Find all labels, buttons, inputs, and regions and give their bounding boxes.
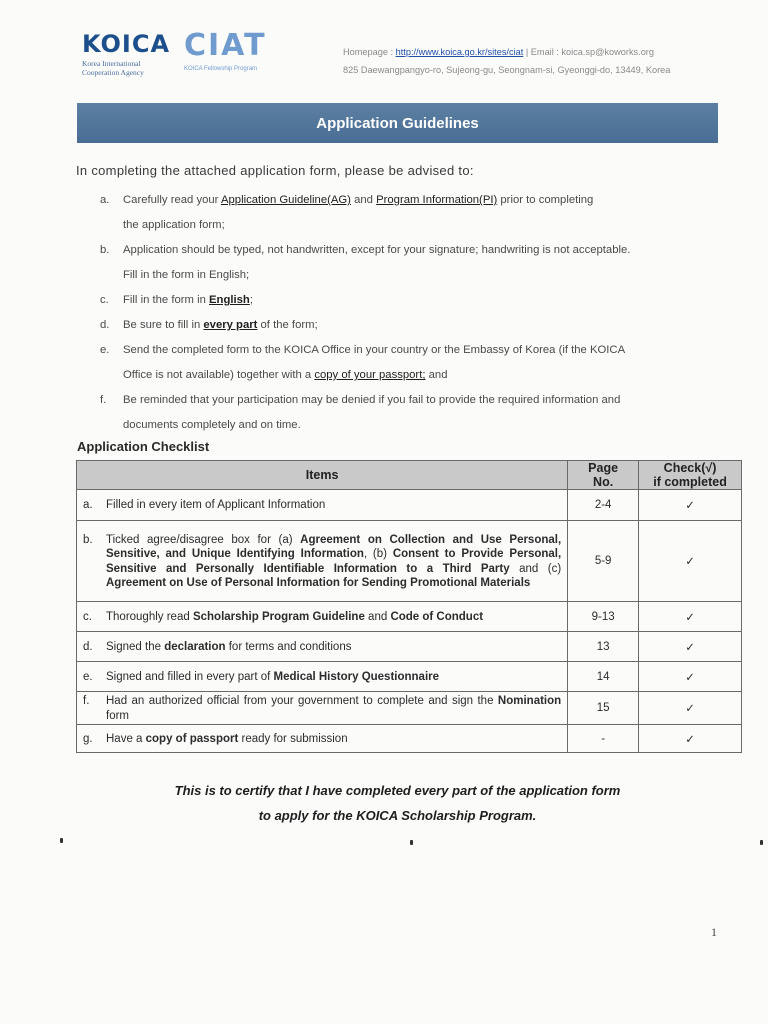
item-cell — [77, 632, 568, 662]
item-cell — [77, 692, 568, 725]
guideline-text — [123, 388, 725, 438]
item-text — [106, 694, 561, 723]
text-segment: ; — [249, 294, 253, 306]
item-letter: a. — [83, 499, 93, 512]
header-text: Check(√) — [663, 461, 717, 475]
item-text — [106, 533, 561, 591]
page-cell: 13 — [568, 632, 639, 662]
item-letter: e. — [100, 344, 110, 356]
guideline-text — [123, 338, 725, 388]
emphasis-text: copy of your passport; — [314, 369, 426, 381]
item-letter: f. — [83, 695, 90, 707]
item-letter: d. — [100, 319, 110, 331]
item-cell — [77, 662, 568, 692]
guideline-item — [100, 288, 725, 313]
check-cell[interactable]: ✓ — [639, 692, 742, 725]
text-segment: and (c) — [509, 562, 562, 575]
text-segment: Had an authorized official from your government to complete and sign the — [106, 695, 498, 707]
guideline-text — [123, 288, 725, 313]
checklist-table — [76, 460, 742, 753]
item-text — [106, 732, 561, 747]
application-guideline-link[interactable]: Application Guideline(AG) — [220, 194, 351, 206]
item-cell — [77, 602, 568, 632]
intro-text: In completing the attached application form, please be advised to: — [76, 163, 474, 178]
text-segment: Be sure to fill in — [123, 319, 204, 331]
page-cell: 9-13 — [568, 602, 639, 632]
scan-speck — [410, 840, 413, 845]
check-cell[interactable]: ✓ — [639, 490, 742, 521]
program-information-link[interactable]: Program Information(PI) — [376, 194, 498, 206]
text-segment: prior to completing — [497, 194, 594, 206]
item-cell — [77, 521, 568, 602]
bold-text: Consent to Provide Personal, Sensitive and Personally Identifiable Information to a Third Party — [106, 548, 562, 575]
page-cell: 2-4 — [568, 490, 639, 521]
page-cell: 14 — [568, 662, 639, 692]
bold-text: Medical History Questionnaire — [273, 670, 440, 683]
item-text — [106, 610, 561, 625]
text-segment: the application form; — [123, 219, 225, 231]
email-info: | Email : koica.sp@koworks.org — [525, 47, 654, 57]
header-text: Page — [588, 461, 619, 475]
column-header-items: Items — [77, 461, 568, 490]
ciat-logo-subtitle: KOICA Fellowship Program — [184, 66, 258, 72]
check-cell[interactable]: ✓ — [639, 602, 742, 632]
text-segment: documents completely and on time. — [123, 419, 301, 431]
certify-statement-line2: to apply for the KOICA Scholarship Program. — [258, 808, 537, 823]
emphasis-text: every part — [203, 319, 258, 331]
table-row — [77, 692, 742, 725]
text-segment: Signed the — [106, 640, 165, 653]
item-letter: c. — [100, 294, 109, 306]
bold-text: Agreement on Collection and Use Personal, Sensitive, and Unique Identifying Information — [106, 533, 562, 560]
koica-logo-subtitle: Korea International Cooperation Agency — [82, 59, 144, 77]
column-header-page — [568, 461, 639, 490]
bold-text: Scholarship Program Guideline — [192, 610, 365, 623]
item-text — [106, 640, 561, 655]
header-text: if completed — [653, 475, 727, 489]
item-cell — [77, 490, 568, 521]
item-letter: g. — [83, 732, 93, 745]
guideline-item — [100, 188, 725, 238]
check-cell[interactable]: ✓ — [639, 725, 742, 753]
text-segment: Carefully read your — [123, 194, 221, 206]
certify-statement-line1: This is to certify that I have completed every part of the application form — [174, 783, 621, 798]
item-letter: b. — [100, 244, 110, 256]
text-segment: Have a — [106, 732, 146, 745]
check-cell[interactable]: ✓ — [639, 662, 742, 692]
item-letter: c. — [83, 610, 92, 623]
item-letter: e. — [83, 670, 93, 683]
table-row — [77, 632, 742, 662]
text-segment: , (b) — [363, 548, 393, 560]
text-segment: Send the completed form to the KOICA Office in your country or the Embassy of Korea (if the KOICA — [123, 344, 626, 356]
header-text: No. — [593, 475, 614, 489]
guideline-item — [100, 338, 725, 388]
checklist-heading: Application Checklist — [77, 439, 210, 454]
item-cell — [77, 725, 568, 753]
bold-text: Agreement on Use of Personal Information for Sending Promotional Materials — [106, 577, 531, 589]
item-text: Filled in every item of Applicant Information — [106, 499, 326, 512]
page-title-text: Application Guidelines — [316, 114, 479, 132]
item-letter: a. — [100, 194, 110, 206]
text-segment: Fill in the form in English; — [123, 269, 250, 281]
item-letter: f. — [100, 394, 107, 406]
homepage-link[interactable]: http://www.koica.go.kr/sites/ciat — [395, 47, 524, 57]
ciat-logo: CIAT — [184, 28, 267, 63]
guidelines-list — [100, 188, 725, 438]
guideline-item — [100, 388, 725, 438]
table-row — [77, 662, 742, 692]
page-number: 1 — [711, 925, 717, 939]
item-letter: d. — [83, 640, 93, 653]
bold-text: Code of Conduct — [390, 610, 484, 623]
page-cell: 15 — [568, 692, 639, 725]
table-row — [77, 521, 742, 602]
guideline-text — [123, 188, 725, 238]
text-segment: form — [106, 709, 129, 722]
check-cell[interactable]: ✓ — [639, 632, 742, 662]
text-segment: Signed and filled in every part of — [106, 670, 274, 683]
text-segment: Be reminded that your participation may be denied if you fail to provide the required information and — [123, 394, 621, 406]
check-cell[interactable]: ✓ — [639, 521, 742, 602]
table-row — [77, 602, 742, 632]
address: 825 Daewangpangyo-ro, Sujeong-gu, Seongnam-si, Gyeonggi-do, 13449, Korea — [343, 65, 671, 75]
scan-speck — [60, 838, 63, 843]
text-segment: for terms and conditions — [225, 640, 352, 653]
text-segment: ready for submission — [238, 732, 348, 745]
koica-logo: KOICA — [82, 30, 171, 58]
scan-speck — [760, 840, 763, 845]
homepage-label: Homepage : — [343, 47, 394, 57]
guideline-text — [123, 238, 725, 288]
bold-text: copy of passport — [145, 732, 239, 745]
page-cell: - — [568, 725, 639, 753]
bold-text: Nomination — [497, 695, 562, 707]
table-row — [77, 490, 742, 521]
text-segment: Thoroughly read — [106, 610, 193, 623]
page-title — [77, 103, 718, 143]
text-segment: Office is not available) together with a — [123, 369, 315, 381]
text-segment: and — [425, 369, 448, 381]
table-row — [77, 725, 742, 753]
contact-info — [343, 43, 713, 79]
item-text — [106, 670, 561, 685]
column-header-check — [639, 461, 742, 490]
table-header-row — [77, 461, 742, 490]
text-segment: and — [350, 194, 377, 206]
text-segment: of the form; — [257, 319, 318, 331]
item-letter: b. — [83, 533, 93, 546]
text-segment: Application should be typed, not handwritten, except for your signature; handwriting is not acceptable. — [123, 244, 631, 256]
text-segment: and — [364, 610, 391, 623]
bold-text: declaration — [164, 640, 226, 653]
text-segment: Ticked agree/disagree box for (a) — [106, 533, 301, 546]
text-segment: Fill in the form in — [123, 294, 210, 306]
guideline-item — [100, 238, 725, 288]
guideline-text — [123, 313, 725, 338]
emphasis-text: English — [209, 294, 250, 306]
page-cell: 5-9 — [568, 521, 639, 602]
guideline-item — [100, 313, 725, 338]
